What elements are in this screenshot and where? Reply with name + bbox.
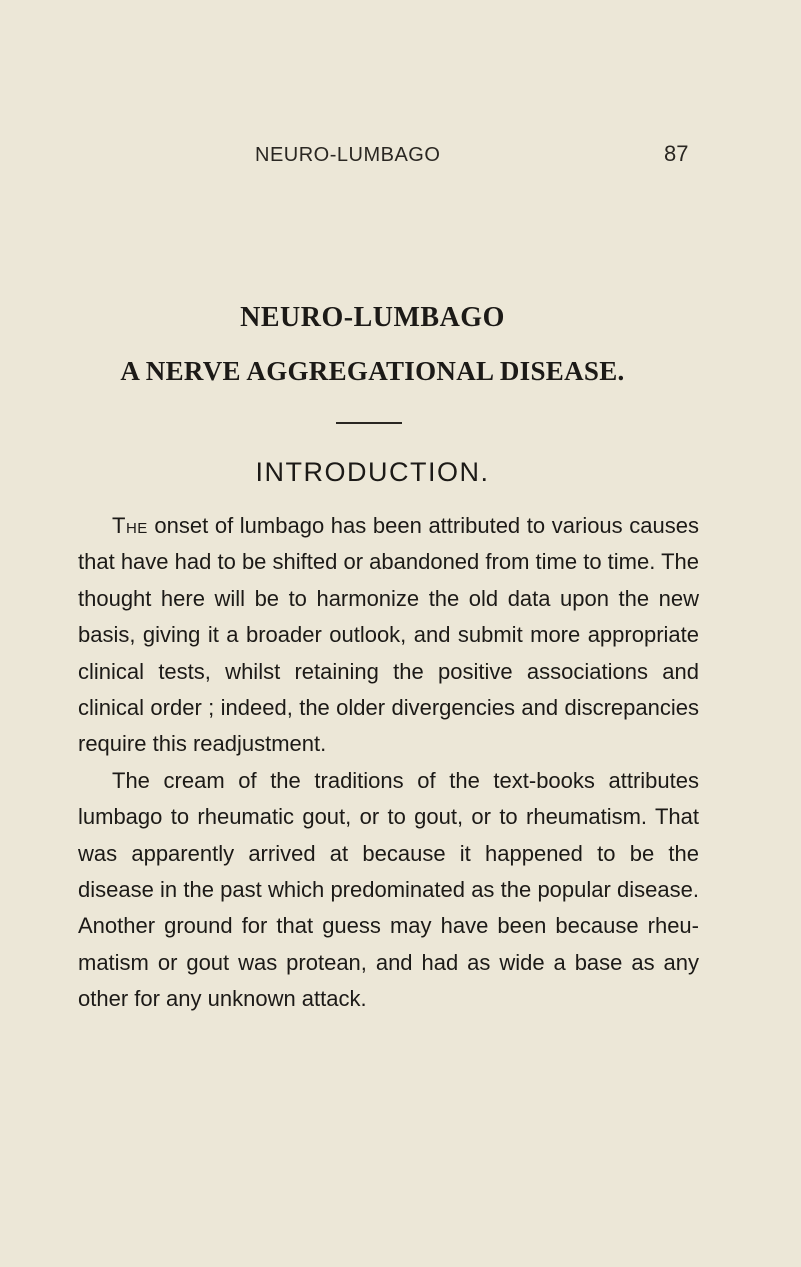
- running-head: NEURO-LUMBAGO: [255, 144, 441, 166]
- chapter-title-text: NEURO-LUMBAGO: [240, 302, 505, 333]
- body-text: [78, 508, 699, 1018]
- chapter-title: [0, 302, 801, 334]
- section-heading-text: INTRODUCTION.: [255, 457, 490, 487]
- paragraph-2: The cream of the traditions of the text-books attributes lumbago to rheumatic gout, or to gout, or to rheumatism. That was apparently arrived at because it happened to be the disease in the past which predominated as the popular disease. Another ground for that guess may have been because rheumatism or gout was protean, and had as wide a base as any other for any unknown attack.: [78, 767, 699, 1012]
- section-heading: [0, 457, 801, 488]
- section-divider: [336, 422, 402, 424]
- chapter-subtitle-text: A NERVE AGGREGATIONAL DISEASE.: [120, 356, 625, 386]
- chapter-subtitle: [0, 356, 801, 387]
- paragraph-1: [78, 508, 699, 763]
- paragraph-1-rest: onset of lumbago has been attributed to various causes that have had to be shifted or abandoned from time to time. The thought here will be to harmonize the old data upon the new basis, giving it a broader outlook, and submit more appropriate clinical tests, whilst retaining the positive associations and clinical order ; indeed, the older divergencies and discrepancies require this readjustment.: [78, 513, 699, 757]
- paragraph-1-lead: The: [112, 513, 148, 538]
- page-number: 87: [664, 141, 689, 166]
